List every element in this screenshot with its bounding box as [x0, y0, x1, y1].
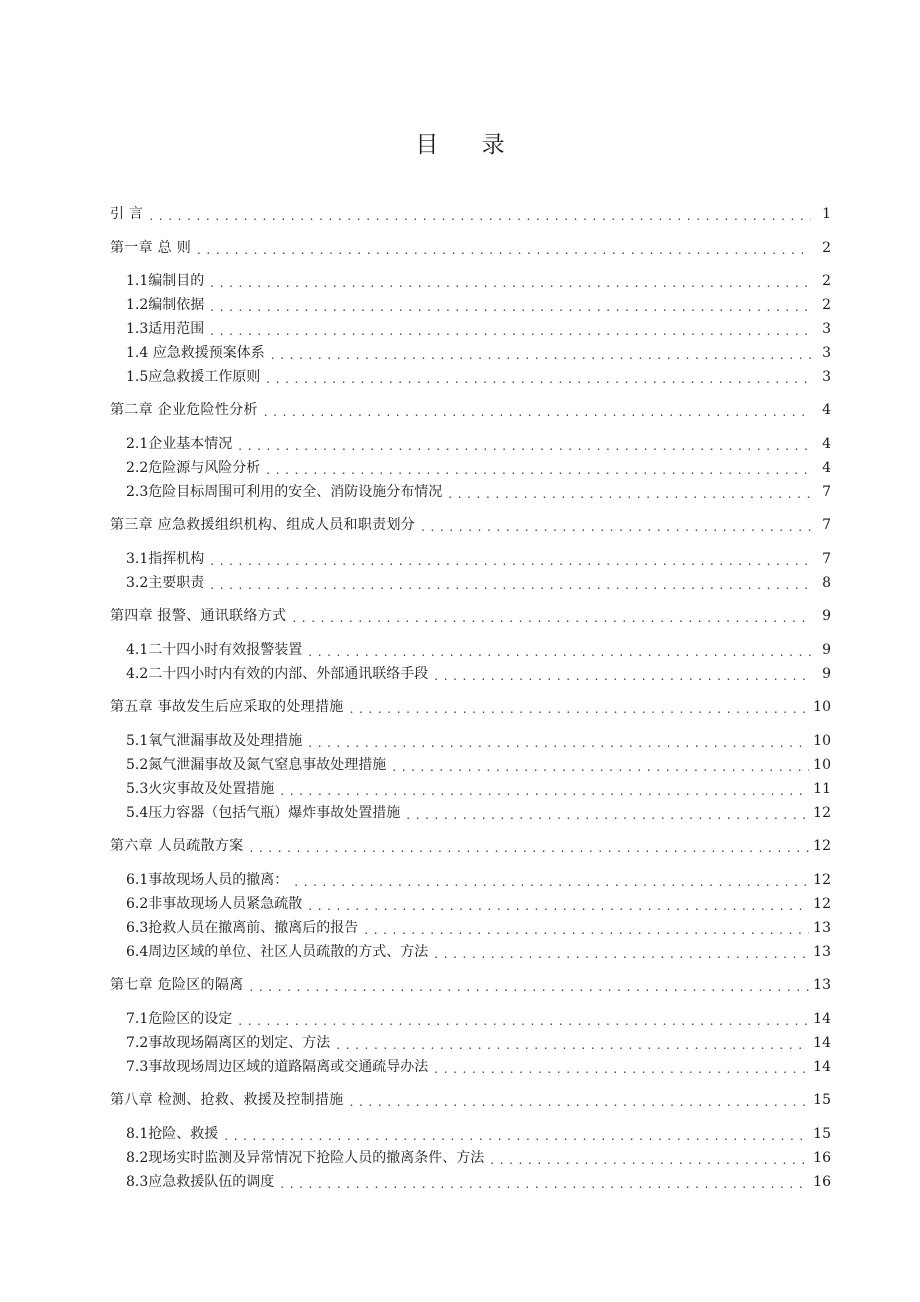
toc-section-entry — [126, 433, 831, 453]
toc-chapter-entry — [110, 835, 831, 855]
toc-entry-page-number: 4 — [822, 460, 831, 476]
toc-entry-page-number: 3 — [822, 321, 831, 337]
toc-entry-page-number: 10 — [813, 757, 831, 773]
toc-section-entry — [126, 893, 831, 913]
toc-section-entry — [126, 294, 831, 314]
toc-entry-label: 4.2二十四小时内有效的内部、外部通讯联络手段 — [126, 665, 434, 683]
toc-entry-label: 引 言 — [110, 205, 149, 223]
toc-section-entry — [126, 1008, 831, 1028]
page-title: 目 录 — [415, 132, 523, 158]
toc-dot-leader — [292, 607, 811, 625]
toc-entry-page-number: 10 — [813, 699, 831, 715]
toc-dot-leader — [336, 1034, 809, 1052]
toc-dot-leader — [238, 435, 811, 453]
toc-dot-leader — [249, 837, 809, 855]
toc-entry-label: 6.4周边区域的单位、社区人员疏散的方式、方法 — [126, 943, 434, 961]
toc-entry-page-number: 8 — [822, 575, 831, 591]
toc-entry-label: 第三章 应急救援组织机构、组成人员和职责划分 — [110, 516, 421, 534]
toc-entry-label: 4.1二十四小时有效报警装置 — [126, 641, 308, 659]
toc-entry-page-number: 16 — [813, 1150, 831, 1166]
toc-entry-page-number: 2 — [822, 273, 831, 289]
toc-dot-leader — [308, 895, 809, 913]
toc-section-entry — [126, 730, 831, 750]
toc-dot-leader — [264, 401, 811, 419]
toc-section-entry — [126, 1032, 831, 1052]
toc-dot-leader — [197, 239, 811, 257]
toc-section-entry — [126, 917, 831, 937]
toc-dot-leader — [490, 1149, 809, 1167]
toc-section-entry — [126, 318, 831, 338]
toc-entry-page-number: 3 — [822, 369, 831, 385]
toc-entry-label: 6.3抢救人员在撤离前、撤离后的报告 — [126, 919, 364, 937]
toc-entry-label: 第四章 报警、通讯联络方式 — [110, 607, 292, 625]
toc-entry-page-number: 10 — [813, 733, 831, 749]
toc-entry-page-number: 2 — [822, 240, 831, 256]
toc-section-entry — [126, 778, 831, 798]
toc-section-entry — [126, 869, 831, 889]
toc-section-entry — [126, 1147, 831, 1167]
toc-entry-label: 5.2氮气泄漏事故及氮气窒息事故处理措施 — [126, 756, 392, 774]
toc-section-entry — [126, 457, 831, 477]
toc-dot-leader — [434, 665, 811, 683]
toc-entry-label: 8.2现场实时监测及异常情况下抢险人员的撤离条件、方法 — [126, 1149, 490, 1167]
toc-entry-page-number: 7 — [822, 551, 831, 567]
toc-entry-label: 3.2主要职责 — [126, 574, 210, 592]
toc-entry-label: 2.3危险目标周围可利用的安全、消防设施分布情况 — [126, 483, 448, 501]
toc-dot-leader — [308, 641, 811, 659]
toc-entry-page-number: 11 — [813, 781, 831, 797]
toc-chapter-entry — [110, 237, 831, 257]
toc-entry-page-number: 12 — [813, 872, 831, 888]
toc-section-entry — [126, 366, 831, 386]
toc-entry-label: 7.2事故现场隔离区的划定、方法 — [126, 1034, 336, 1052]
toc-entry-label: 1.3适用范围 — [126, 320, 210, 338]
toc-section-entry — [126, 663, 831, 683]
toc-entry-page-number: 13 — [813, 977, 831, 993]
toc-dot-leader — [294, 871, 809, 889]
toc-dot-leader — [392, 756, 809, 774]
toc-entry-label: 8.1抢险、救援 — [126, 1125, 224, 1143]
toc-section-entry — [126, 754, 831, 774]
toc-entry-label: 第一章 总 则 — [110, 239, 197, 257]
toc-entry-label: 5.3火灾事故及处置措施 — [126, 780, 280, 798]
toc-section-entry — [126, 481, 831, 501]
toc-entry-page-number: 16 — [813, 1174, 831, 1190]
toc-chapter-entry — [110, 605, 831, 625]
toc-entry-page-number: 3 — [822, 345, 831, 361]
toc-chapter-entry — [110, 399, 831, 419]
toc-section-entry — [126, 941, 831, 961]
toc-entry-label: 1.2编制依据 — [126, 296, 210, 314]
toc-entry-label: 第七章 危险区的隔离 — [110, 976, 249, 994]
toc-entry-page-number: 15 — [813, 1092, 831, 1108]
toc-entry-page-number: 14 — [813, 1035, 831, 1051]
toc-dot-leader — [434, 1058, 809, 1076]
toc-entry-label: 5.1氧气泄漏事故及处理措施 — [126, 732, 308, 750]
toc-dot-leader — [210, 550, 811, 568]
toc-dot-leader — [238, 1010, 809, 1028]
toc-entry-page-number: 4 — [822, 436, 831, 452]
toc-chapter-entry — [110, 514, 831, 534]
toc-entry-page-number: 9 — [822, 642, 831, 658]
toc-entry-label: 6.2非事故现场人员紧急疏散 — [126, 895, 308, 913]
toc-dot-leader — [364, 919, 809, 937]
toc-section-entry — [126, 342, 831, 362]
toc-entry-label: 8.3应急救援队伍的调度 — [126, 1173, 280, 1191]
toc-chapter-entry — [110, 974, 831, 994]
toc-entry-page-number: 12 — [813, 896, 831, 912]
toc-section-entry — [126, 572, 831, 592]
toc-entry-page-number: 12 — [813, 838, 831, 854]
toc-chapter-entry — [110, 1089, 831, 1109]
toc-entry-page-number: 1 — [822, 206, 831, 222]
toc-chapter-entry — [110, 203, 831, 223]
toc-dot-leader — [210, 320, 811, 338]
toc-entry-page-number: 4 — [822, 402, 831, 418]
toc-dot-leader — [210, 296, 811, 314]
toc-entry-label: 第五章 事故发生后应采取的处理措施 — [110, 698, 350, 716]
toc-entry-label: 7.1危险区的设定 — [126, 1010, 238, 1028]
toc-entry-page-number: 9 — [822, 666, 831, 682]
toc-entry-page-number: 7 — [822, 484, 831, 500]
toc-entry-label: 1.4 应急救援预案体系 — [126, 344, 271, 362]
toc-entry-page-number: 7 — [822, 517, 831, 533]
toc-entry-label: 第八章 检测、抢救、救援及控制措施 — [110, 1091, 350, 1109]
toc-section-entry — [126, 802, 831, 822]
toc-dot-leader — [308, 732, 809, 750]
toc-dot-leader — [421, 516, 811, 534]
toc-dot-leader — [266, 368, 811, 386]
toc-dot-leader — [448, 483, 811, 501]
toc-entry-label: 1.1编制目的 — [126, 272, 210, 290]
toc-entry-label: 5.4压力容器（包括气瓶）爆炸事故处置措施 — [126, 804, 406, 822]
toc-entry-page-number: 15 — [813, 1126, 831, 1142]
toc-entry-label: 第二章 企业危险性分析 — [110, 401, 264, 419]
toc-section-entry — [126, 548, 831, 568]
toc-section-entry — [126, 639, 831, 659]
toc-section-entry — [126, 1056, 831, 1076]
toc-entry-label: 第六章 人员疏散方案 — [110, 837, 249, 855]
toc-dot-leader — [434, 943, 809, 961]
toc-entry-page-number: 14 — [813, 1011, 831, 1027]
toc-entry-page-number: 12 — [813, 805, 831, 821]
toc-dot-leader — [210, 574, 811, 592]
toc-entry-label: 7.3事故现场周边区域的道路隔离或交通疏导办法 — [126, 1058, 434, 1076]
toc-entry-page-number: 9 — [822, 608, 831, 624]
toc-entry-label: 1.5应急救援工作原则 — [126, 368, 266, 386]
toc-dot-leader — [149, 205, 811, 223]
toc-section-entry — [126, 1171, 831, 1191]
toc-dot-leader — [210, 272, 811, 290]
toc-dot-leader — [224, 1125, 809, 1143]
toc-dot-leader — [249, 976, 809, 994]
toc-entry-page-number: 13 — [813, 920, 831, 936]
toc-dot-leader — [350, 698, 810, 716]
toc-dot-leader — [350, 1091, 810, 1109]
toc-chapter-entry — [110, 696, 831, 716]
toc-section-entry — [126, 270, 831, 290]
toc-dot-leader — [406, 804, 809, 822]
toc-dot-leader — [280, 780, 809, 798]
toc-entry-page-number: 2 — [822, 297, 831, 313]
toc-entry-label: 2.1企业基本情况 — [126, 435, 238, 453]
toc-section-entry — [126, 1123, 831, 1143]
toc-dot-leader — [266, 459, 811, 477]
toc-dot-leader — [280, 1173, 809, 1191]
toc-entry-label: 2.2危险源与风险分析 — [126, 459, 266, 477]
toc-entry-page-number: 14 — [813, 1059, 831, 1075]
toc-entry-page-number: 13 — [813, 944, 831, 960]
toc-entry-label: 3.1指挥机构 — [126, 550, 210, 568]
toc-entry-label: 6.1事故现场人员的撤离： — [126, 871, 294, 889]
toc-dot-leader — [271, 344, 811, 362]
